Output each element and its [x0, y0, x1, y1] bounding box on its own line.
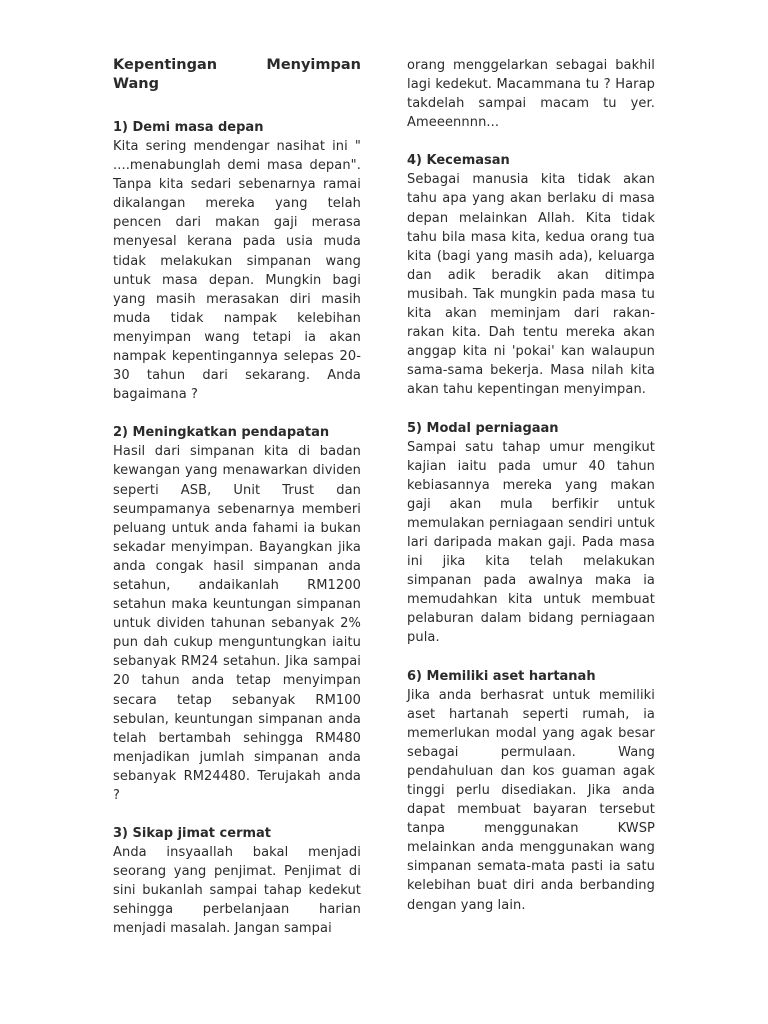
section-body: Kita sering mendengar nasihat ini " ....menabunglah demi masa depan". Tanpa kita sedari sebenarnya ramai dikalangan mereka yang telah pencen dari makan gaji merasa menyesal kerana pada usia muda tidak melakukan simpanan wang untuk masa depan. Mungkin bagi yang masih merasakan diri masih muda tidak nampak kelebihan menyimpan wang tetapi ia akan nampak kepentingannya selepas 20-30 tahun dari sekarang. Anda bagaimana ?	[113, 139, 361, 403]
left-column	[113, 56, 361, 958]
section-heading: 3) Sikap jimat cermat	[113, 826, 272, 842]
section-body: Hasil dari simpanan kita di badan kewangan yang menawarkan dividen seperti ASB, Unit Trust dan seumpamanya sebenarnya memberi peluang untuk anda fahami ia bukan sekadar menyimpan. Bayangkan jika anda congak hasil simpanan anda setahun, andaikanlah RM1200 setahun maka keuntungan simpanan untuk dividen tahunan sebanyak 2% pun dah cukup menguntungkan iaitu sebanyak RM24 setahun. Jika sampai 20 tahun anda tetap menyimpan secara tetap sebanyak RM100 sebulan, keuntungan simpanan anda telah bertambah sehingga RM480 menjadikan jumlah simpanan anda sebanyak RM24480. Terujakah anda ?	[113, 444, 361, 803]
section-body-continued: orang menggelarkan sebagai bakhil lagi kedekut. Macammana tu ? Harap takdelah sampai macam tu yer. Ameeennnn...	[407, 58, 655, 131]
section-memiliki-aset-hartanah	[407, 667, 655, 915]
section-heading: 6) Memiliki aset hartanah	[407, 668, 596, 684]
right-column	[407, 56, 655, 934]
section-sikap-jimat-cermat-continued	[407, 56, 655, 132]
section-modal-perniagaan	[407, 419, 655, 648]
section-kecemasan	[407, 151, 655, 399]
section-heading: 1) Demi masa depan	[113, 120, 264, 135]
section-meningkatkan-pendapatan	[113, 423, 361, 805]
section-sikap-jimat-cermat	[113, 824, 361, 938]
title-word-2: Menyimpan	[266, 57, 361, 73]
section-body: Sampai satu tahap umur mengikut kajian iaitu pada umur 40 tahun kebiasannya mereka yang makan gaji akan mula berfikir untuk memulakan perniagaan sendiri untuk lari daripada makan gaji. Pada masa ini jika kita telah melakukan simpanan pada awalnya maka ia memudahkan kita untuk membuat pelaburan dalam bidang perniagaan pula.	[407, 439, 655, 646]
section-demi-masa-depan	[113, 118, 361, 404]
document-title	[113, 56, 361, 94]
section-heading: 5) Modal perniagaan	[407, 420, 559, 436]
section-body: Sebagai manusia kita tidak akan tahu apa yang akan berlaku di masa depan melainkan Allah. Kita tidak tahu bila masa kita, kedua orang tua kita (bagi yang masih ada), keluarga dan adik beradik akan ditimpa musibah. Tak mungkin pada masa tu kita akan meminjam dari rakan-rakan kita. Dah tentu mereka akan anggap kita ni 'pokai' kan walaupun sama-sama bekerja. Masa nilah kita akan tahu kepentingan menyimpan.	[407, 172, 655, 398]
section-body: Anda insyaallah bakal menjadi seorang yang penjimat. Penjimat di sini bukanlah sampai tahap kedekut sehingga perbelanjaan harian menjadi masalah. Jangan sampai	[113, 845, 361, 937]
title-word-1: Kepentingan	[113, 57, 218, 73]
title-word-3: Wang	[113, 76, 159, 92]
section-body: Jika anda berhasrat untuk memiliki aset hartanah seperti rumah, ia memerlukan modal yang agak besar sebagai permulaan. Wang pendahuluan dan kos guaman agak tinggi perlu disediakan. Jika anda dapat membuat bayaran tersebut tanpa menggunakan KWSP melainkan anda menggunakan wang simpanan semata-mata pasti ia satu kelebihan buat diri anda berbanding dengan yang lain.	[407, 687, 655, 913]
section-heading: 2) Meningkatkan pendapatan	[113, 425, 330, 441]
section-heading: 4) Kecemasan	[407, 153, 510, 169]
